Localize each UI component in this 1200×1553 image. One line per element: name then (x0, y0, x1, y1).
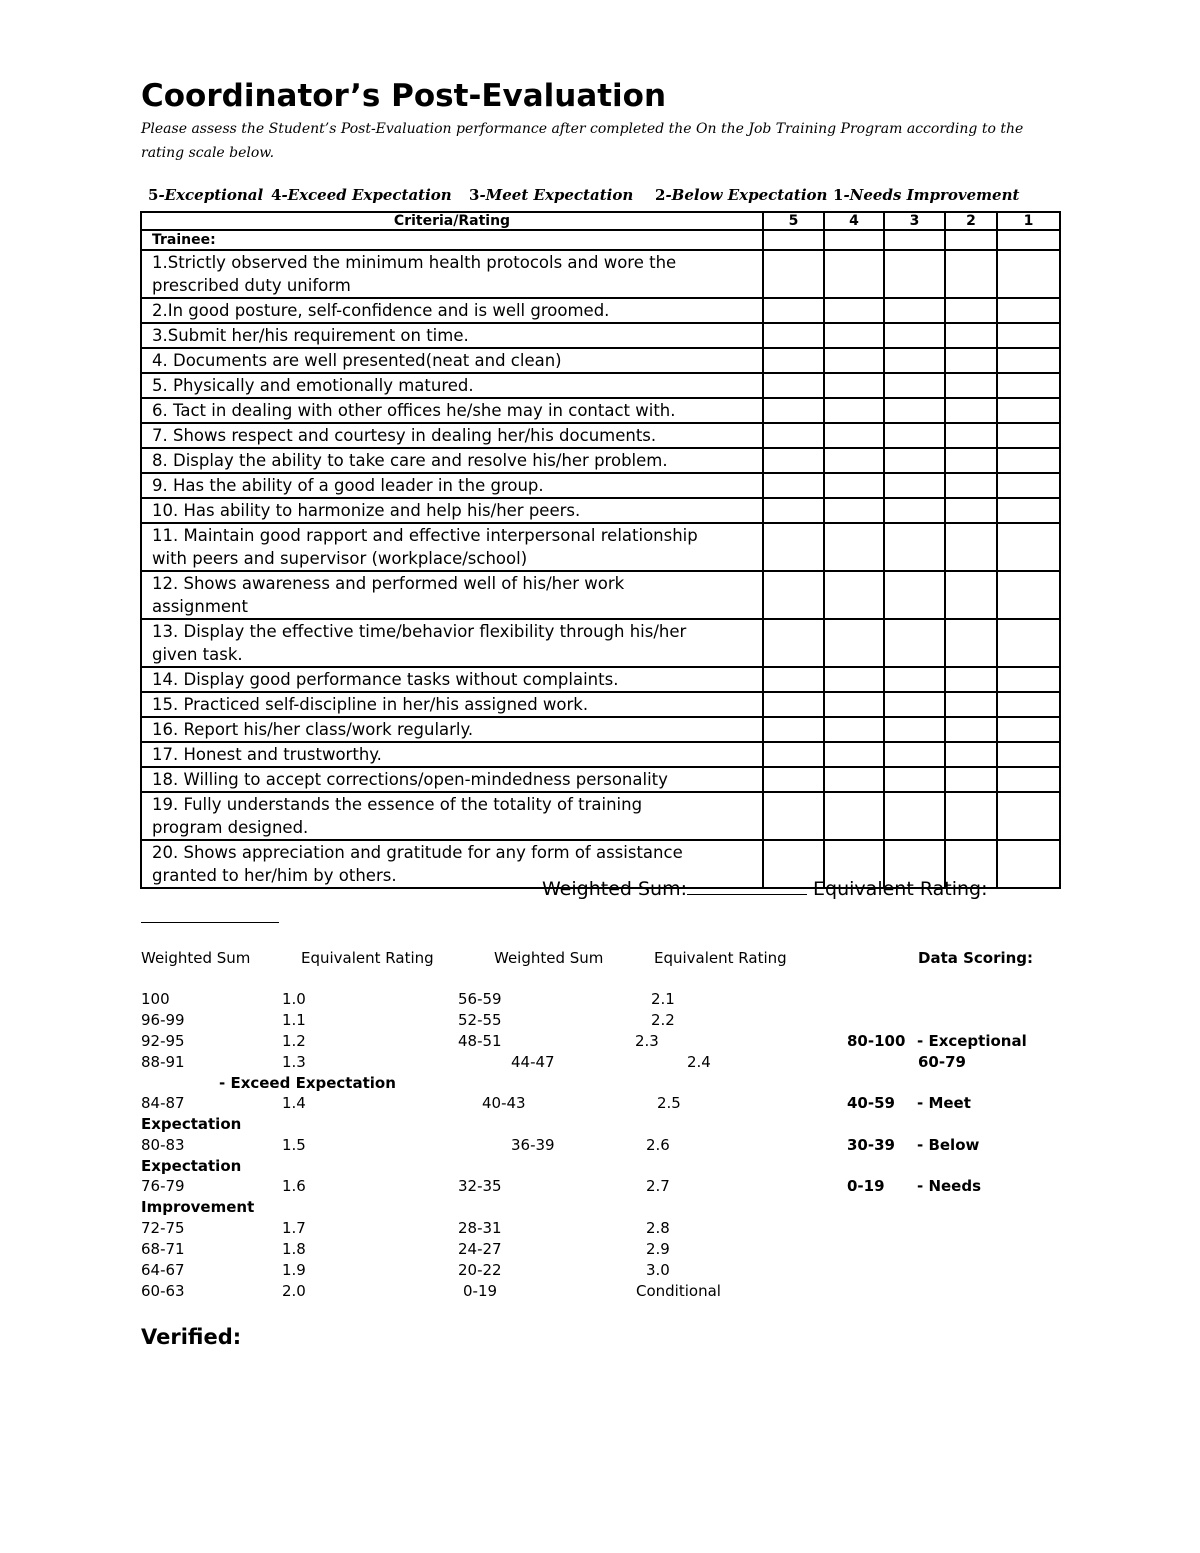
scale-item-4: 4-Exceed Expectation (271, 186, 452, 204)
rating-cell-1[interactable] (997, 792, 1060, 840)
criteria-line: 14. Display good performance tasks without complaints. (152, 670, 619, 689)
rating-cell-4[interactable] (824, 473, 884, 498)
criteria-row (141, 373, 1060, 398)
rating-cell-3[interactable] (884, 619, 945, 667)
rating-cell-5[interactable] (763, 448, 824, 473)
criteria-text (141, 373, 763, 398)
rating-cell-5[interactable] (763, 717, 824, 742)
rating-cell-3[interactable] (884, 398, 945, 423)
conv-equivalent-rating-2: 2.4 (687, 1053, 711, 1071)
conv-weighted-sum-2: 44-47 (511, 1053, 555, 1071)
rating-cell-4[interactable] (824, 523, 884, 571)
conv-equivalent-rating: 1.5 (282, 1136, 306, 1154)
rating-cell-3[interactable] (884, 250, 945, 298)
rating-cell-3[interactable] (884, 667, 945, 692)
rating-cell-2[interactable] (945, 250, 997, 298)
conv-equivalent-rating-2: 3.0 (646, 1261, 670, 1279)
conv-equivalent-rating-2: 2.5 (657, 1094, 681, 1112)
scoring-range-exceptional: 80-100 (847, 1032, 906, 1050)
conv-weighted-sum-2: 40-43 (482, 1094, 526, 1112)
criteria-text (141, 742, 763, 767)
rating-cell-5[interactable] (763, 667, 824, 692)
scale-item-2: 2-Below Expectation (655, 186, 828, 204)
scoring-range-needs: 0-19 (847, 1177, 885, 1195)
rating-cell-1[interactable] (997, 323, 1060, 348)
rating-cell-2[interactable] (945, 448, 997, 473)
criteria-line: 18. Willing to accept corrections/open-mindedness personality (152, 770, 668, 789)
criteria-line: 10. Has ability to harmonize and help his/her peers. (152, 501, 581, 520)
criteria-row (141, 323, 1060, 348)
criteria-row (141, 348, 1060, 373)
conv-header-equivalent-rating-2: Equivalent Rating (654, 949, 787, 967)
rating-cell-3[interactable] (884, 448, 945, 473)
rating-cell-1[interactable] (997, 767, 1060, 792)
rating-cell-1[interactable] (997, 523, 1060, 571)
rating-cell-4[interactable] (824, 717, 884, 742)
conv-equivalent-rating-2: 2.7 (646, 1177, 670, 1195)
rating-cell-5[interactable] (763, 473, 824, 498)
data-scoring-heading: Data Scoring: (918, 949, 1034, 967)
rating-cell-4[interactable] (824, 298, 884, 323)
rating-cell-5[interactable] (763, 619, 824, 667)
rating-cell-4[interactable] (824, 230, 884, 250)
conv-weighted-sum-2: 56-59 (458, 990, 502, 1008)
conv-equivalent-rating-2: 2.9 (646, 1240, 670, 1258)
criteria-line: 20. Shows appreciation and gratitude for any form of assistance (152, 843, 683, 862)
conv-weighted-sum: 72-75 (141, 1219, 185, 1237)
rating-cell-4[interactable] (824, 742, 884, 767)
rating-cell-4[interactable] (824, 348, 884, 373)
rating-cell-1[interactable] (997, 667, 1060, 692)
conv-weighted-sum: 96-99 (141, 1011, 185, 1029)
criteria-line-continued: with peers and supervisor (workplace/school) (152, 549, 528, 568)
criteria-line: 16. Report his/her class/work regularly. (152, 720, 474, 739)
rating-cell-1[interactable] (997, 717, 1060, 742)
rating-cell-5[interactable] (763, 230, 824, 250)
rating-cell-3[interactable] (884, 767, 945, 792)
rating-cell-1[interactable] (997, 348, 1060, 373)
rating-cell-2[interactable] (945, 717, 997, 742)
conv-weighted-sum: 80-83 (141, 1136, 185, 1154)
rating-cell-4[interactable] (824, 667, 884, 692)
criteria-line-continued: prescribed duty uniform (152, 276, 351, 295)
criteria-text (141, 498, 763, 523)
rating-cell-5[interactable] (763, 571, 824, 619)
conv-equivalent-rating: 1.7 (282, 1219, 306, 1237)
rating-cell-2[interactable] (945, 523, 997, 571)
criteria-text (141, 348, 763, 373)
conv-header-weighted-sum: Weighted Sum (141, 949, 251, 967)
rating-cell-5[interactable] (763, 742, 824, 767)
criteria-text (141, 250, 763, 298)
conv-weighted-sum-2: 36-39 (511, 1136, 555, 1154)
criteria-line: 19. Fully understands the essence of the totality of training (152, 795, 643, 814)
criteria-row (141, 767, 1060, 792)
criteria-line: 4. Documents are well presented(neat and clean) (152, 351, 562, 370)
rating-cell-3[interactable] (884, 692, 945, 717)
conv-equivalent-rating: 1.1 (282, 1011, 306, 1029)
rating-cell-1[interactable] (997, 448, 1060, 473)
criteria-text (141, 767, 763, 792)
conv-weighted-sum-2: 32-35 (458, 1177, 502, 1195)
criteria-line: 13. Display the effective time/behavior flexibility through his/her (152, 622, 687, 641)
scoring-wrap-below: Expectation (141, 1157, 242, 1175)
rating-cell-3[interactable] (884, 230, 945, 250)
conv-equivalent-rating-2: 2.6 (646, 1136, 670, 1154)
rating-cell-2[interactable] (945, 742, 997, 767)
rating-scale-legend (148, 186, 1060, 208)
scoring-wrap-needs: Improvement (141, 1198, 255, 1216)
criteria-row (141, 298, 1060, 323)
rating-cell-4[interactable] (824, 498, 884, 523)
criteria-line: 9. Has the ability of a good leader in the group. (152, 476, 544, 495)
criteria-row (141, 571, 1060, 619)
criteria-line: 2.In good posture, self-confidence and is well groomed. (152, 301, 610, 320)
rating-cell-5[interactable] (763, 323, 824, 348)
conv-equivalent-rating-2: 2.1 (651, 990, 675, 1008)
rating-cell-5[interactable] (763, 398, 824, 423)
criteria-text (141, 717, 763, 742)
criteria-text (141, 667, 763, 692)
rating-cell-1[interactable] (997, 619, 1060, 667)
criteria-row (141, 742, 1060, 767)
rating-cell-5[interactable] (763, 767, 824, 792)
conv-weighted-sum: 100 (141, 990, 170, 1008)
rating-cell-5[interactable] (763, 498, 824, 523)
rating-cell-2[interactable] (945, 298, 997, 323)
criteria-line: 12. Shows awareness and performed well of his/her work (152, 574, 625, 593)
rating-cell-3[interactable] (884, 323, 945, 348)
rating-cell-4[interactable] (824, 448, 884, 473)
criteria-row (141, 717, 1060, 742)
scoring-range-below: 30-39 (847, 1136, 895, 1154)
criteria-row (141, 498, 1060, 523)
rating-cell-2[interactable] (945, 619, 997, 667)
rating-cell-1[interactable] (997, 473, 1060, 498)
rating-cell-4[interactable] (824, 250, 884, 298)
conv-equivalent-rating-2: 2.8 (646, 1219, 670, 1237)
rating-cell-5[interactable] (763, 298, 824, 323)
criteria-header: Criteria/Rating (141, 212, 763, 230)
criteria-row (141, 423, 1060, 448)
rating-cell-4[interactable] (824, 571, 884, 619)
rating-table (140, 211, 1061, 889)
rating-cell-1[interactable] (997, 498, 1060, 523)
rating-cell-3[interactable] (884, 523, 945, 571)
rating-header-3: 3 (884, 212, 945, 230)
conv-equivalent-rating-2: Conditional (636, 1282, 721, 1300)
rating-cell-2[interactable] (945, 323, 997, 348)
rating-cell-5[interactable] (763, 423, 824, 448)
scoring-label-meet: - Meet (917, 1094, 971, 1112)
criteria-row (141, 792, 1060, 840)
conv-equivalent-rating: 2.0 (282, 1282, 306, 1300)
criteria-line-continued: program designed. (152, 818, 309, 837)
criteria-row (141, 398, 1060, 423)
criteria-line: 3.Submit her/his requirement on time. (152, 326, 469, 345)
rating-cell-2[interactable] (945, 667, 997, 692)
conv-equivalent-rating: 1.6 (282, 1177, 306, 1195)
rating-header-1: 1 (997, 212, 1060, 230)
criteria-text (141, 523, 763, 571)
page-title: Coordinator’s Post-Evaluation (141, 78, 667, 114)
rating-cell-2[interactable] (945, 230, 997, 250)
scoring-wrap-meet: Expectation (141, 1115, 242, 1133)
rating-cell-2[interactable] (945, 373, 997, 398)
rating-cell-2[interactable] (945, 692, 997, 717)
criteria-line-continued: given task. (152, 645, 243, 664)
rating-cell-3[interactable] (884, 571, 945, 619)
criteria-line: 1.Strictly observed the minimum health protocols and wore the (152, 253, 677, 272)
rating-cell-4[interactable] (824, 423, 884, 448)
scale-item-1: 1-Needs Improvement (833, 186, 1020, 204)
criteria-text (141, 619, 763, 667)
criteria-line-continued: granted to her/him by others. (152, 866, 397, 885)
criteria-line-continued: assignment (152, 597, 248, 616)
criteria-row (141, 448, 1060, 473)
criteria-line: 8. Display the ability to take care and resolve his/her problem. (152, 451, 668, 470)
scoring-label-exceed: - Exceed Expectation (219, 1074, 396, 1092)
rating-cell-2[interactable] (945, 498, 997, 523)
conv-weighted-sum-2: 48-51 (458, 1032, 502, 1050)
equivalent-rating-blank[interactable] (141, 922, 279, 923)
rating-cell-2[interactable] (945, 423, 997, 448)
rating-cell-3[interactable] (884, 298, 945, 323)
conv-equivalent-rating: 1.8 (282, 1240, 306, 1258)
conv-equivalent-rating-2: 2.2 (651, 1011, 675, 1029)
conv-equivalent-rating: 1.0 (282, 990, 306, 1008)
conv-weighted-sum-2: 0-19 (463, 1282, 498, 1300)
scale-item-5: 5-Exceptional (148, 186, 264, 204)
conv-equivalent-rating: 1.3 (282, 1053, 306, 1071)
criteria-row (141, 250, 1060, 298)
criteria-line: 11. Maintain good rapport and effective interpersonal relationship (152, 526, 698, 545)
criteria-text (141, 423, 763, 448)
conv-weighted-sum: 84-87 (141, 1094, 185, 1112)
criteria-text (141, 298, 763, 323)
scale-item-3: 3-Meet Expectation (469, 186, 634, 204)
criteria-text (141, 692, 763, 717)
rating-cell-4[interactable] (824, 398, 884, 423)
rating-cell-1[interactable] (997, 571, 1060, 619)
scoring-range-exceed: 60-79 (918, 1053, 966, 1071)
criteria-line: 6. Tact in dealing with other offices he/she may in contact with. (152, 401, 676, 420)
scoring-label-needs: - Needs (917, 1177, 982, 1195)
criteria-text (141, 792, 763, 840)
rating-cell-3[interactable] (884, 498, 945, 523)
conv-weighted-sum-2: 24-27 (458, 1240, 502, 1258)
criteria-row (141, 692, 1060, 717)
equivalent-rating-label: Equivalent Rating: (813, 878, 988, 900)
rating-cell-2[interactable] (945, 473, 997, 498)
conv-weighted-sum: 76-79 (141, 1177, 185, 1195)
rating-cell-1[interactable] (997, 398, 1060, 423)
scoring-label-exceptional: - Exceptional (917, 1032, 1027, 1050)
section-row (141, 230, 1060, 250)
rating-cell-3[interactable] (884, 348, 945, 373)
rating-cell-5[interactable] (763, 523, 824, 571)
conv-weighted-sum: 60-63 (141, 1282, 185, 1300)
criteria-text (141, 473, 763, 498)
rating-cell-4[interactable] (824, 692, 884, 717)
rating-cell-1[interactable] (997, 250, 1060, 298)
rating-cell-5[interactable] (763, 250, 824, 298)
conv-weighted-sum: 68-71 (141, 1240, 185, 1258)
verified-label: Verified: (141, 1325, 242, 1349)
criteria-row (141, 667, 1060, 692)
section-label: Trainee: (141, 230, 763, 250)
conv-weighted-sum-2: 20-22 (458, 1261, 502, 1279)
criteria-text (141, 571, 763, 619)
criteria-text (141, 323, 763, 348)
conv-header-equivalent-rating: Equivalent Rating (301, 949, 434, 967)
rating-cell-2[interactable] (945, 348, 997, 373)
conv-weighted-sum: 88-91 (141, 1053, 185, 1071)
conv-equivalent-rating-2: 2.3 (635, 1032, 659, 1050)
rating-cell-4[interactable] (824, 619, 884, 667)
rating-cell-2[interactable] (945, 767, 997, 792)
rating-cell-1[interactable] (997, 423, 1060, 448)
rating-cell-5[interactable] (763, 373, 824, 398)
rating-cell-1[interactable] (997, 742, 1060, 767)
rating-cell-2[interactable] (945, 571, 997, 619)
rating-cell-4[interactable] (824, 767, 884, 792)
rating-cell-5[interactable] (763, 348, 824, 373)
criteria-row (141, 523, 1060, 571)
criteria-line: 7. Shows respect and courtesy in dealing her/his documents. (152, 426, 657, 445)
rating-cell-4[interactable] (824, 323, 884, 348)
weighted-sum-label: Weighted Sum: (542, 878, 687, 900)
conv-equivalent-rating: 1.4 (282, 1094, 306, 1112)
rating-cell-1[interactable] (997, 298, 1060, 323)
criteria-text (141, 448, 763, 473)
rating-cell-4[interactable] (824, 373, 884, 398)
criteria-line: 17. Honest and trustworthy. (152, 745, 382, 764)
criteria-text (141, 398, 763, 423)
rating-header-2: 2 (945, 212, 997, 230)
criteria-row (141, 619, 1060, 667)
scoring-label-below: - Below (917, 1136, 980, 1154)
rating-cell-2[interactable] (945, 792, 997, 840)
criteria-row (141, 473, 1060, 498)
rating-cell-3[interactable] (884, 373, 945, 398)
conv-weighted-sum-2: 28-31 (458, 1219, 502, 1237)
scoring-range-meet: 40-59 (847, 1094, 895, 1112)
rating-cell-1[interactable] (997, 692, 1060, 717)
rating-cell-3[interactable] (884, 473, 945, 498)
conv-header-weighted-sum-2: Weighted Sum (494, 949, 604, 967)
rating-header-5: 5 (763, 212, 824, 230)
conv-equivalent-rating: 1.9 (282, 1261, 306, 1279)
rating-cell-3[interactable] (884, 792, 945, 840)
conv-equivalent-rating: 1.2 (282, 1032, 306, 1050)
rating-cell-1[interactable] (997, 230, 1060, 250)
rating-cell-4[interactable] (824, 792, 884, 840)
conv-weighted-sum: 64-67 (141, 1261, 185, 1279)
rating-cell-1[interactable] (997, 840, 1060, 888)
criteria-line: 5. Physically and emotionally matured. (152, 376, 474, 395)
rating-cell-3[interactable] (884, 423, 945, 448)
conv-weighted-sum-2: 52-55 (458, 1011, 502, 1029)
criteria-line: 15. Practiced self-discipline in her/his assigned work. (152, 695, 589, 714)
rating-cell-5[interactable] (763, 692, 824, 717)
rating-header-4: 4 (824, 212, 884, 230)
instructions-text: Please assess the Student’s Post-Evaluation performance after completed the On the Job Training Program according to the rating scale below. (141, 121, 1024, 161)
conv-weighted-sum: 92-95 (141, 1032, 185, 1050)
rating-cell-2[interactable] (945, 398, 997, 423)
rating-cell-1[interactable] (997, 373, 1060, 398)
rating-cell-3[interactable] (884, 717, 945, 742)
summary-line (542, 874, 987, 900)
weighted-sum-blank[interactable] (687, 874, 807, 895)
rating-cell-3[interactable] (884, 742, 945, 767)
rating-cell-5[interactable] (763, 792, 824, 840)
